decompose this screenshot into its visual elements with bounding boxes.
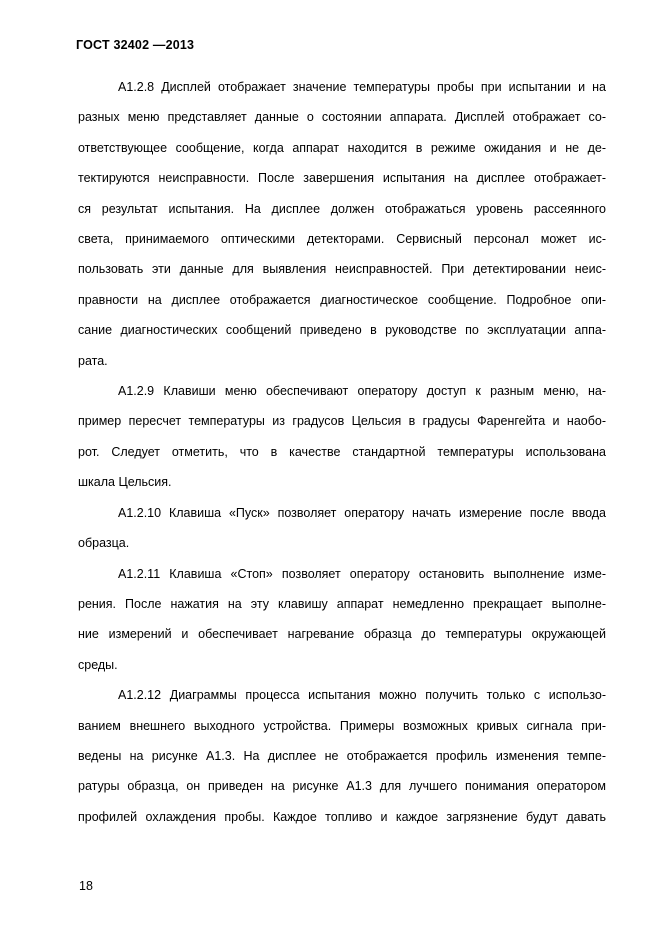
- text-line: ся результат испытания. На дисплее должен отображаться уровень рассеянного: [78, 201, 606, 216]
- text-line: шкала Цельсия.: [78, 475, 172, 490]
- text-line: разных меню представляет данные о состоянии аппарата. Дисплей отображает со-: [78, 110, 606, 125]
- paragraph-a1-2-9: [78, 376, 606, 498]
- text-line: пользовать эти данные для выявления неисправностей. При детектировании неис-: [78, 262, 606, 277]
- text-line: тектируются неисправности. После завершения испытания на дисплее отображает-: [78, 171, 606, 186]
- text-line: света, принимаемого оптическими детекторами. Сервисный персонал может ис-: [78, 232, 606, 247]
- text-line: образца.: [78, 536, 130, 551]
- page-number: 18: [79, 879, 93, 893]
- text-line: ответствующее сообщение, когда аппарат находится в режиме ожидания и не де-: [78, 140, 606, 155]
- paragraph-a1-2-12: [78, 680, 606, 832]
- text-line: рата.: [78, 353, 108, 368]
- document-header: ГОСТ 32402 —2013: [76, 38, 195, 52]
- text-line: ратуры образца, он приведен на рисунке А1.3 для лучшего понимания оператором: [78, 779, 606, 794]
- text-line: А1.2.12 Диаграммы процесса испытания можно получить только с использо-: [118, 688, 606, 703]
- text-line: ние измерений и обеспечивает нагревание образца до температуры окружающей: [78, 627, 606, 642]
- text-line: А1.2.10 Клавиша «Пуск» позволяет оператору начать измерение после ввода: [118, 505, 606, 520]
- text-line: рот. Следует отметить, что в качестве стандартной температуры использована: [78, 444, 606, 459]
- paragraph-a1-2-10: [78, 498, 606, 559]
- text-line: пример пересчет температуры из градусов Цельсия в градусы Фаренгейта и наобо-: [78, 414, 606, 429]
- document-body: [78, 72, 606, 832]
- text-line: А1.2.11 Клавиша «Стоп» позволяет оператору остановить выполнение изме-: [118, 566, 606, 581]
- text-line: среды.: [78, 657, 118, 672]
- text-line: профилей охлаждения пробы. Каждое топливо и каждое загрязнение будут давать: [78, 809, 606, 824]
- text-line: сание диагностических сообщений приведено в руководстве по эксплуатации аппа-: [78, 323, 606, 338]
- text-line: рения. После нажатия на эту клавишу аппарат немедленно прекращает выполне-: [78, 596, 606, 611]
- paragraph-a1-2-8: [78, 72, 606, 376]
- text-line: правности на дисплее отображается диагностическое сообщение. Подробное опи-: [78, 292, 606, 307]
- paragraph-a1-2-11: [78, 559, 606, 681]
- text-line: ванием внешнего выходного устройства. Примеры возможных кривых сигнала при-: [78, 718, 606, 733]
- text-line: ведены на рисунке А1.3. На дисплее не отображается профиль изменения темпе-: [78, 748, 606, 763]
- text-line: А1.2.8 Дисплей отображает значение температуры пробы при испытании и на: [118, 80, 606, 94]
- text-line: А1.2.9 Клавиши меню обеспечивают оператору доступ к разным меню, на-: [118, 384, 606, 399]
